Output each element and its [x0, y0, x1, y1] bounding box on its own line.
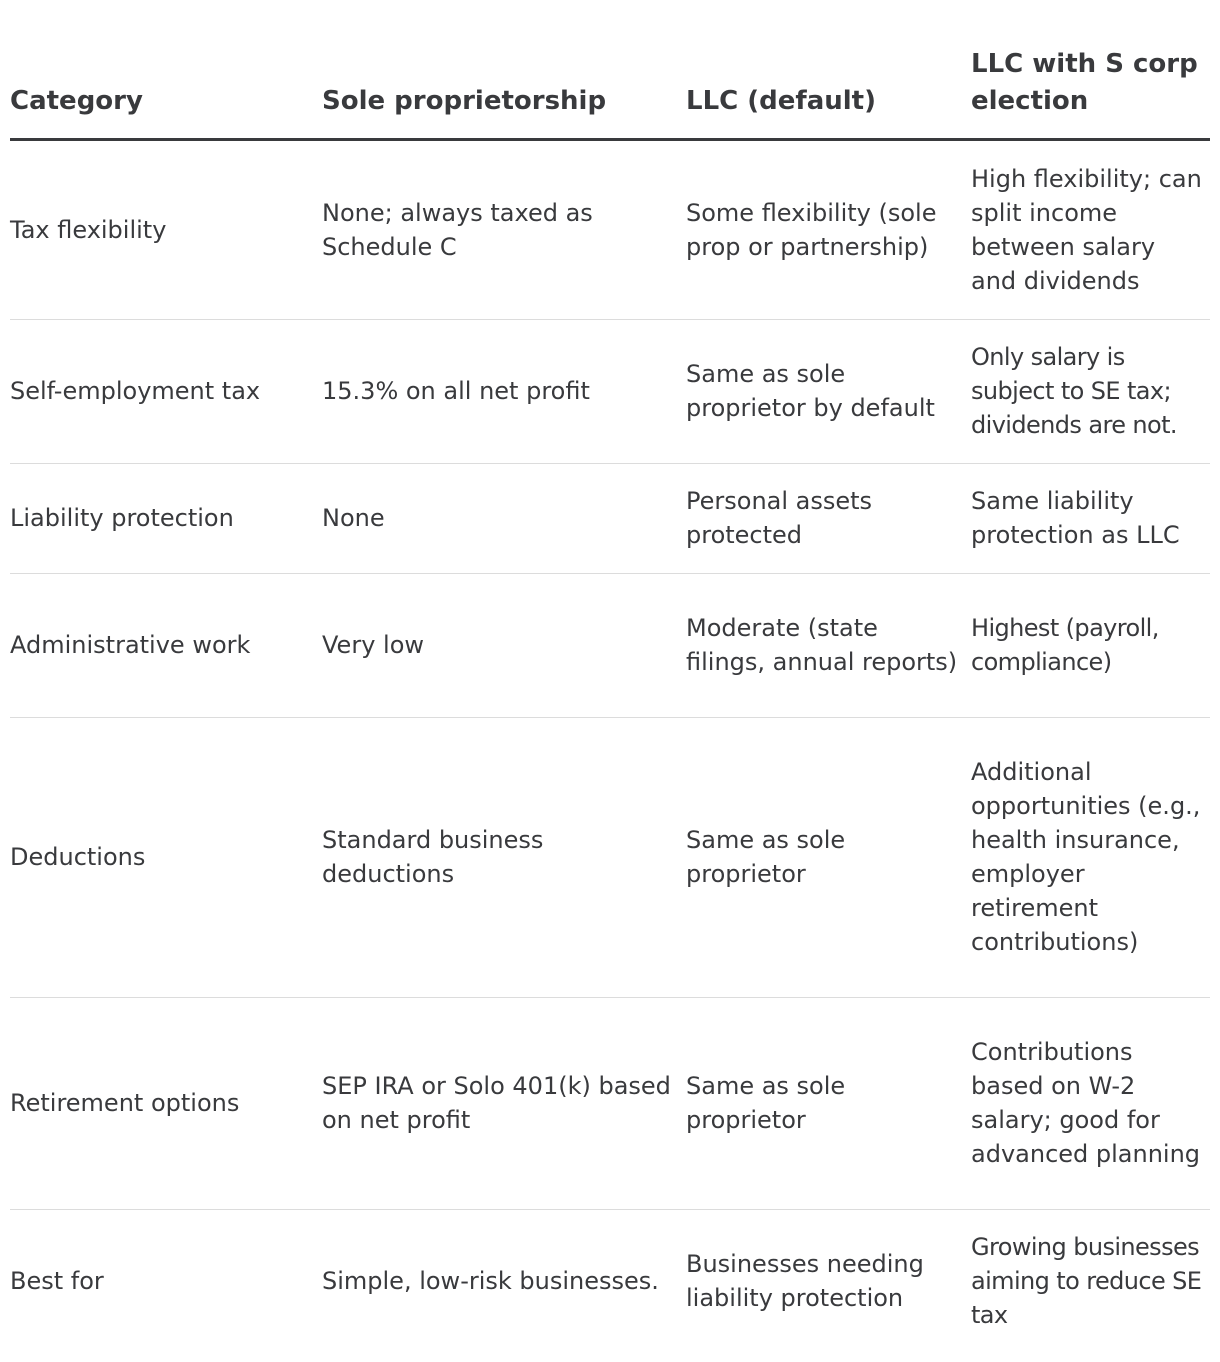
- row-llc-s-corp: Highest (payroll, compliance): [971, 573, 1210, 717]
- header-category: Category: [10, 0, 322, 139]
- row-category: Liability protection: [10, 463, 322, 573]
- row-llc-default: Same as sole proprietor by default: [686, 319, 971, 463]
- row-sole-proprietorship: Simple, low-risk businesses.: [322, 1267, 659, 1296]
- row-category: Administrative work: [10, 573, 322, 717]
- row-llc-default: Some flexibility (sole prop or partnership): [686, 139, 971, 319]
- table-header: [10, 0, 1210, 139]
- row-sole-proprietorship: Standard business deductions: [322, 717, 686, 997]
- comparison-table-container: [10, 0, 1210, 1353]
- row-sole-proprietorship: Very low: [322, 573, 686, 717]
- row-llc-default: Personal assets protected: [686, 463, 971, 573]
- header-row: [10, 0, 1210, 139]
- table-row-best-for: [10, 1209, 1210, 1353]
- table-row-administrative-work: [10, 573, 1210, 717]
- row-llc-s-corp: Growing businesses aiming to reduce SE tax: [971, 1233, 1202, 1330]
- row-llc-s-corp: High flexibility; can split income between salary and dividends: [971, 139, 1210, 319]
- table-row-tax-flexibility: [10, 139, 1210, 319]
- row-llc-s-corp: Contributions based on W-2 salary; good for advanced planning: [971, 997, 1210, 1209]
- row-category: Self-employment tax: [10, 319, 322, 463]
- table-body: [10, 139, 1210, 1353]
- row-sole-proprietorship: None; always taxed as Schedule C: [322, 139, 686, 319]
- row-llc-default: Businesses needing liability protection: [686, 1250, 924, 1313]
- row-sole-proprietorship: 15.3% on all net profit: [322, 319, 686, 463]
- row-llc-s-corp: Additional opportunities (e.g., health insurance, employer retirement contributions): [971, 717, 1210, 997]
- header-llc-s-corp: LLC with S corp election: [971, 0, 1210, 139]
- row-category: Tax flexibility: [10, 139, 322, 319]
- row-sole-proprietorship: SEP IRA or Solo 401(k) based on net profit: [322, 997, 686, 1209]
- row-llc-s-corp: Same liability protection as LLC: [971, 463, 1210, 573]
- header-llc-default: LLC (default): [686, 0, 971, 139]
- table-row-deductions: [10, 717, 1210, 997]
- table-row-retirement-options: [10, 997, 1210, 1209]
- row-category: Retirement options: [10, 997, 322, 1209]
- row-llc-default: Same as sole proprietor: [686, 997, 971, 1209]
- header-sole-proprietorship: Sole proprietorship: [322, 0, 686, 139]
- row-llc-default: Moderate (state filings, annual reports): [686, 573, 971, 717]
- row-category: Best for: [10, 1267, 104, 1296]
- row-llc-s-corp: Only salary is subject to SE tax; dividends are not.: [971, 319, 1210, 463]
- row-llc-default: Same as sole proprietor: [686, 717, 971, 997]
- business-structure-comparison-table: [10, 0, 1210, 1353]
- row-category: Deductions: [10, 717, 322, 997]
- table-row-self-employment-tax: [10, 319, 1210, 463]
- table-row-liability-protection: [10, 463, 1210, 573]
- row-sole-proprietorship: None: [322, 463, 686, 573]
